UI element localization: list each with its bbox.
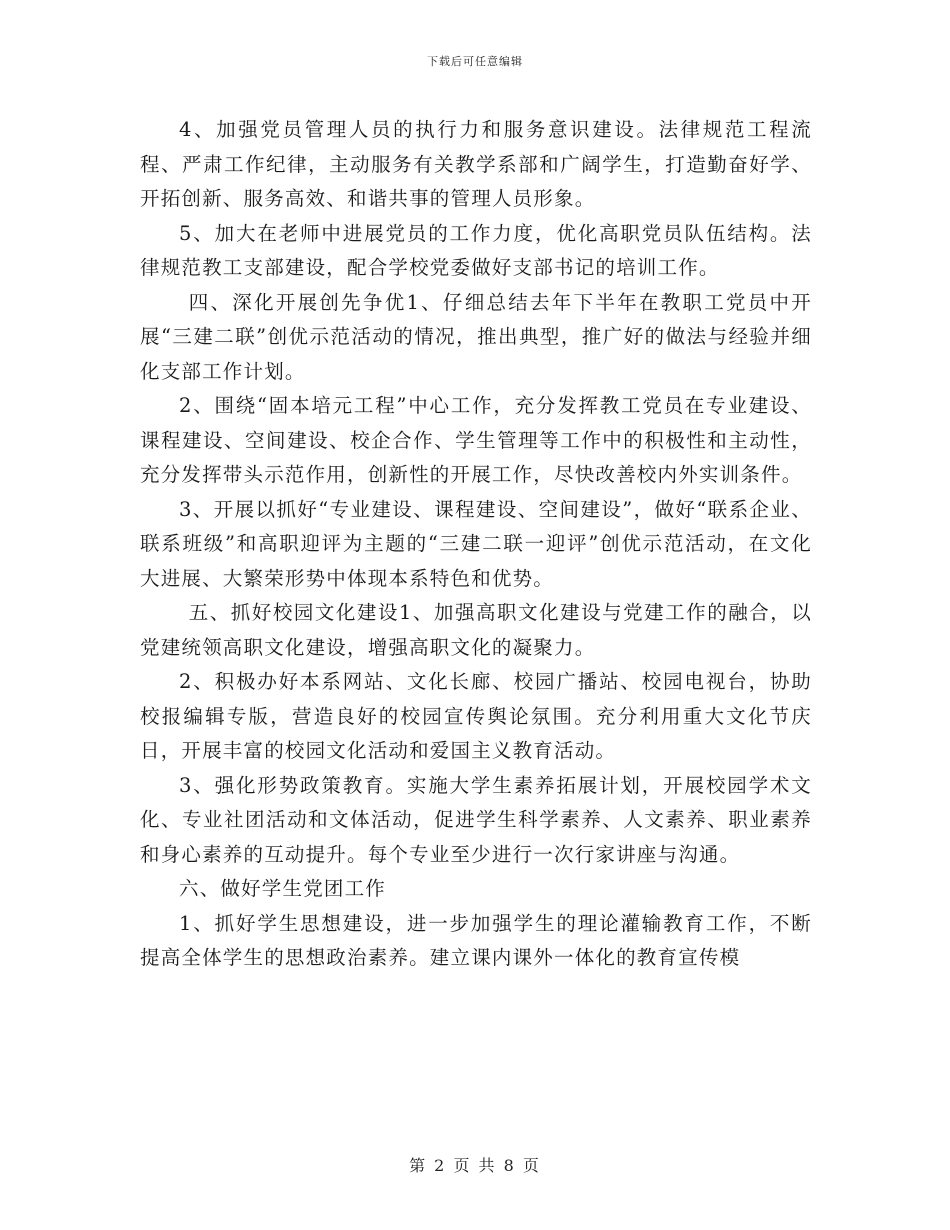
paragraph-3: 四、深化开展创先争优1、仔细总结去年下半年在教职工党员中开展“三建二联”创优示范活动的情况，推出典型，推广好的做法与经验并细化支部工作计划。 <box>140 290 812 383</box>
paragraph-2: 5、加大在老师中进展党员的工作力度，优化高职党员队伍结构。法律规范教工支部建设，配合学校党委做好支部书记的培训工作。 <box>140 221 812 279</box>
paragraph-5: 3、开展以抓好“专业建设、课程建设、空间建设”，做好“联系企业、联系班级”和高职迎评为主题的“三建二联一迎评”创优示范活动，在文化大进展、大繁荣形势中体现本系特色和优势。 <box>140 497 812 590</box>
paragraph-8: 3、强化形势政策教育。实施大学生素养拓展计划，开展校园学术文化、专业社团活动和文体活动，促进学生科学素养、人文素养、职业素养和身心素养的互动提升。每个专业至少进行一次行家讲座与沟通。 <box>140 773 812 866</box>
paragraph-1: 4、加强党员管理人员的执行力和服务意识建设。法律规范工程流程、严肃工作纪律，主动服务有关教学系部和广阔学生，打造勤奋好学、开拓创新、服务高效、和谐共事的管理人员形象。 <box>140 118 812 210</box>
paragraph-10: 1、抓好学生思想建设，进一步加强学生的理论灌输教育工作，不断提高全体学生的思想政治素养。建立课内课外一体化的教育宣传模 <box>140 911 812 969</box>
document-body <box>140 113 812 976</box>
paragraph-6: 五、抓好校园文化建设1、加强高职文化建设与党建工作的融合，以党建统领高职文化建设，增强高职文化的凝聚力。 <box>140 601 812 659</box>
page-footer: 第 2 页 共 8 页 <box>409 1156 541 1175</box>
paragraph-7: 2、积极办好本系网站、文化长廊、校园广播站、校园电视台，协助校报编辑专版，营造良好的校园宣传舆论氛围。充分利用重大文化节庆日，开展丰富的校园文化活动和爱国主义教育活动。 <box>140 670 812 762</box>
page-header: 下载后可任意编辑 <box>427 55 523 68</box>
section-heading-6: 六、做好学生党团工作 <box>179 877 387 900</box>
paragraph-4: 2、围绕“固本培元工程”中心工作，充分发挥教工党员在专业建设、课程建设、空间建设、校企合作、学生管理等工作中的积极性和主动性，充分发挥带头示范作用，创新性的开展工作，尽快改善校内外实训条件。 <box>140 394 812 486</box>
